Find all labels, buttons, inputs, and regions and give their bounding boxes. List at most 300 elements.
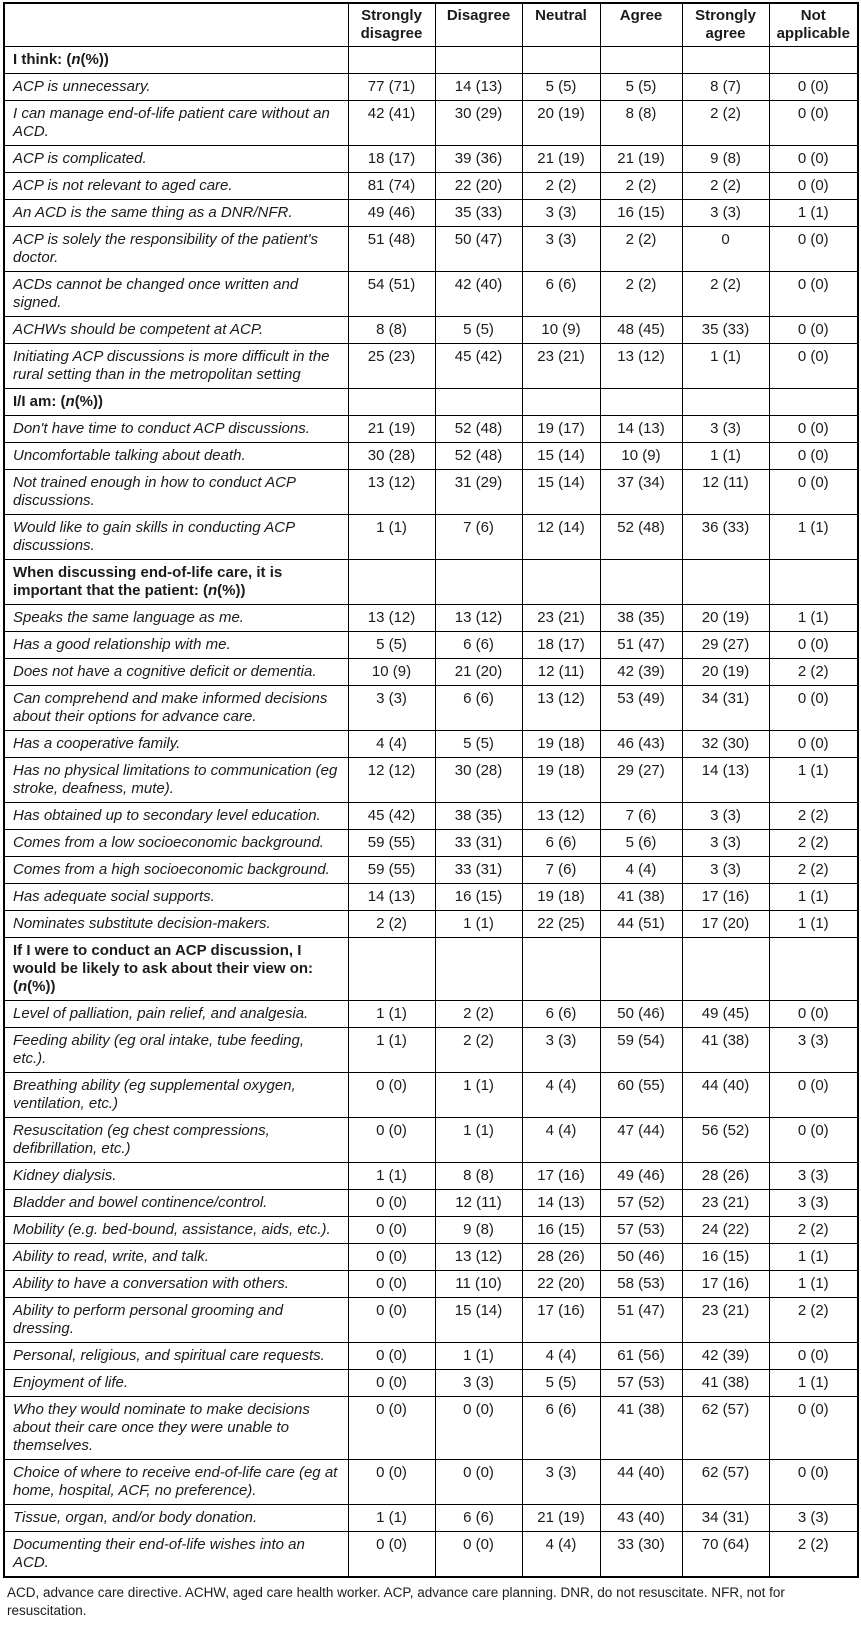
value-cell: 7 (6) bbox=[600, 803, 682, 830]
value-cell: 0 (0) bbox=[348, 1397, 435, 1460]
value-cell: 38 (35) bbox=[435, 803, 522, 830]
empty-cell bbox=[769, 389, 858, 416]
value-cell: 33 (30) bbox=[600, 1532, 682, 1578]
value-cell: 48 (45) bbox=[600, 317, 682, 344]
statement-cell: Uncomfortable talking about death. bbox=[4, 443, 348, 470]
table-row bbox=[4, 227, 858, 272]
table-row bbox=[4, 146, 858, 173]
value-cell: 6 (6) bbox=[522, 1397, 600, 1460]
value-cell: 34 (31) bbox=[682, 1505, 769, 1532]
value-cell: 1 (1) bbox=[348, 1001, 435, 1028]
value-cell: 4 (4) bbox=[522, 1343, 600, 1370]
value-cell: 12 (11) bbox=[522, 659, 600, 686]
statement-cell: Resuscitation (eg chest compressions, defibrillation, etc.) bbox=[4, 1118, 348, 1163]
value-cell: 11 (10) bbox=[435, 1271, 522, 1298]
value-cell: 12 (11) bbox=[682, 470, 769, 515]
value-cell: 59 (55) bbox=[348, 857, 435, 884]
value-cell: 21 (19) bbox=[600, 146, 682, 173]
table-row bbox=[4, 1190, 858, 1217]
empty-cell bbox=[600, 938, 682, 1001]
value-cell: 2 (2) bbox=[600, 227, 682, 272]
value-cell: 0 (0) bbox=[769, 344, 858, 389]
value-cell: 15 (14) bbox=[522, 470, 600, 515]
statement-cell: Has adequate social supports. bbox=[4, 884, 348, 911]
section-header-row bbox=[4, 560, 858, 605]
value-cell: 60 (55) bbox=[600, 1073, 682, 1118]
table-row bbox=[4, 515, 858, 560]
value-cell: 0 (0) bbox=[769, 1460, 858, 1505]
value-cell: 19 (18) bbox=[522, 758, 600, 803]
statement-cell: Has obtained up to secondary level education. bbox=[4, 803, 348, 830]
value-cell: 0 (0) bbox=[769, 1001, 858, 1028]
table-row bbox=[4, 1460, 858, 1505]
statement-cell: Who they would nominate to make decisions about their care once they were unable to themselves. bbox=[4, 1397, 348, 1460]
value-cell: 6 (6) bbox=[522, 1001, 600, 1028]
table-row bbox=[4, 1298, 858, 1343]
value-cell: 22 (20) bbox=[522, 1271, 600, 1298]
value-cell: 61 (56) bbox=[600, 1343, 682, 1370]
value-cell: 12 (11) bbox=[435, 1190, 522, 1217]
value-cell: 0 (0) bbox=[769, 1118, 858, 1163]
statement-cell: Does not have a cognitive deficit or dementia. bbox=[4, 659, 348, 686]
statement-cell: Tissue, organ, and/or body donation. bbox=[4, 1505, 348, 1532]
value-cell: 20 (19) bbox=[682, 605, 769, 632]
value-cell: 3 (3) bbox=[769, 1190, 858, 1217]
value-cell: 50 (47) bbox=[435, 227, 522, 272]
table-row bbox=[4, 830, 858, 857]
statement-cell: Ability to read, write, and talk. bbox=[4, 1244, 348, 1271]
statement-cell: Feeding ability (eg oral intake, tube feeding, etc.). bbox=[4, 1028, 348, 1073]
statement-cell: ACP is solely the responsibility of the patient's doctor. bbox=[4, 227, 348, 272]
value-cell: 2 (2) bbox=[600, 272, 682, 317]
value-cell: 44 (40) bbox=[600, 1460, 682, 1505]
empty-cell bbox=[348, 938, 435, 1001]
value-cell: 21 (19) bbox=[522, 1505, 600, 1532]
value-cell: 10 (9) bbox=[348, 659, 435, 686]
statement-cell: I can manage end-of-life patient care without an ACD. bbox=[4, 101, 348, 146]
value-cell: 0 (0) bbox=[348, 1244, 435, 1271]
statement-cell: Mobility (e.g. bed-bound, assistance, aids, etc.). bbox=[4, 1217, 348, 1244]
value-cell: 33 (31) bbox=[435, 830, 522, 857]
value-cell: 13 (12) bbox=[348, 605, 435, 632]
value-cell: 2 (2) bbox=[769, 1217, 858, 1244]
value-cell: 3 (3) bbox=[769, 1163, 858, 1190]
value-cell: 81 (74) bbox=[348, 173, 435, 200]
value-cell: 5 (5) bbox=[435, 317, 522, 344]
value-cell: 19 (18) bbox=[522, 731, 600, 758]
table-row bbox=[4, 758, 858, 803]
value-cell: 4 (4) bbox=[522, 1118, 600, 1163]
table-row bbox=[4, 272, 858, 317]
value-cell: 8 (7) bbox=[682, 74, 769, 101]
empty-cell bbox=[348, 47, 435, 74]
statement-cell: ACHWs should be competent at ACP. bbox=[4, 317, 348, 344]
table-row bbox=[4, 1532, 858, 1578]
value-cell: 16 (15) bbox=[522, 1217, 600, 1244]
value-cell: 49 (46) bbox=[600, 1163, 682, 1190]
value-cell: 45 (42) bbox=[435, 344, 522, 389]
value-cell: 13 (12) bbox=[348, 470, 435, 515]
value-cell: 14 (13) bbox=[348, 884, 435, 911]
empty-cell bbox=[435, 560, 522, 605]
value-cell: 54 (51) bbox=[348, 272, 435, 317]
section-header-cell: If I were to conduct an ACP discussion, I would be likely to ask about their view on: (n(%)) bbox=[4, 938, 348, 1001]
value-cell: 1 (1) bbox=[682, 443, 769, 470]
empty-cell bbox=[522, 560, 600, 605]
table-row bbox=[4, 1073, 858, 1118]
survey-table bbox=[3, 2, 859, 1578]
statement-cell: Can comprehend and make informed decisions about their options for advance care. bbox=[4, 686, 348, 731]
value-cell: 7 (6) bbox=[522, 857, 600, 884]
value-cell: 42 (40) bbox=[435, 272, 522, 317]
value-cell: 9 (8) bbox=[435, 1217, 522, 1244]
value-cell: 49 (46) bbox=[348, 200, 435, 227]
value-cell: 21 (20) bbox=[435, 659, 522, 686]
value-cell: 22 (25) bbox=[522, 911, 600, 938]
value-cell: 30 (28) bbox=[348, 443, 435, 470]
value-cell: 5 (5) bbox=[522, 1370, 600, 1397]
value-cell: 30 (29) bbox=[435, 101, 522, 146]
value-cell: 0 (0) bbox=[348, 1190, 435, 1217]
statement-cell: Not trained enough in how to conduct ACP discussions. bbox=[4, 470, 348, 515]
value-cell: 13 (12) bbox=[522, 803, 600, 830]
value-cell: 51 (47) bbox=[600, 1298, 682, 1343]
value-cell: 8 (8) bbox=[600, 101, 682, 146]
statement-cell: ACP is complicated. bbox=[4, 146, 348, 173]
value-cell: 50 (46) bbox=[600, 1244, 682, 1271]
value-cell: 20 (19) bbox=[522, 101, 600, 146]
section-header-row bbox=[4, 47, 858, 74]
value-cell: 0 (0) bbox=[769, 416, 858, 443]
value-cell: 1 (1) bbox=[769, 758, 858, 803]
value-cell: 42 (39) bbox=[600, 659, 682, 686]
column-header: Neutral bbox=[522, 3, 600, 47]
value-cell: 41 (38) bbox=[600, 1397, 682, 1460]
statement-cell: Comes from a high socioeconomic background. bbox=[4, 857, 348, 884]
value-cell: 2 (2) bbox=[769, 857, 858, 884]
section-header-row bbox=[4, 389, 858, 416]
value-cell: 13 (12) bbox=[435, 1244, 522, 1271]
empty-cell bbox=[600, 47, 682, 74]
empty-cell bbox=[600, 560, 682, 605]
survey-table-head bbox=[4, 3, 858, 47]
value-cell: 0 (0) bbox=[769, 173, 858, 200]
section-header-cell: I/I am: (n(%)) bbox=[4, 389, 348, 416]
value-cell: 0 (0) bbox=[769, 731, 858, 758]
statement-cell: Has no physical limitations to communication (eg stroke, deafness, mute). bbox=[4, 758, 348, 803]
statement-cell: Has a cooperative family. bbox=[4, 731, 348, 758]
value-cell: 0 (0) bbox=[769, 272, 858, 317]
value-cell: 1 (1) bbox=[348, 1028, 435, 1073]
value-cell: 59 (54) bbox=[600, 1028, 682, 1073]
value-cell: 1 (1) bbox=[348, 1163, 435, 1190]
value-cell: 2 (2) bbox=[769, 659, 858, 686]
table-row bbox=[4, 911, 858, 938]
value-cell: 12 (14) bbox=[522, 515, 600, 560]
value-cell: 18 (17) bbox=[522, 632, 600, 659]
value-cell: 23 (21) bbox=[682, 1298, 769, 1343]
value-cell: 17 (16) bbox=[522, 1163, 600, 1190]
table-row bbox=[4, 632, 858, 659]
table-row bbox=[4, 1217, 858, 1244]
value-cell: 57 (53) bbox=[600, 1217, 682, 1244]
column-header: Strongly disagree bbox=[348, 3, 435, 47]
value-cell: 2 (2) bbox=[682, 101, 769, 146]
table-row bbox=[4, 1370, 858, 1397]
table-row bbox=[4, 1163, 858, 1190]
table-row bbox=[4, 470, 858, 515]
value-cell: 0 (0) bbox=[769, 146, 858, 173]
value-cell: 0 (0) bbox=[435, 1532, 522, 1578]
value-cell: 1 (1) bbox=[769, 605, 858, 632]
statement-cell: Don't have time to conduct ACP discussions. bbox=[4, 416, 348, 443]
statement-cell: Level of palliation, pain relief, and analgesia. bbox=[4, 1001, 348, 1028]
value-cell: 19 (17) bbox=[522, 416, 600, 443]
survey-table-body bbox=[4, 47, 858, 1578]
column-header: Not applicable bbox=[769, 3, 858, 47]
value-cell: 4 (4) bbox=[522, 1073, 600, 1118]
value-cell: 62 (57) bbox=[682, 1460, 769, 1505]
value-cell: 6 (6) bbox=[435, 632, 522, 659]
paper-table-page bbox=[0, 2, 861, 1626]
table-row bbox=[4, 857, 858, 884]
value-cell: 44 (51) bbox=[600, 911, 682, 938]
value-cell: 41 (38) bbox=[682, 1370, 769, 1397]
value-cell: 1 (1) bbox=[348, 515, 435, 560]
value-cell: 3 (3) bbox=[435, 1370, 522, 1397]
value-cell: 1 (1) bbox=[769, 911, 858, 938]
value-cell: 38 (35) bbox=[600, 605, 682, 632]
value-cell: 30 (28) bbox=[435, 758, 522, 803]
value-cell: 10 (9) bbox=[522, 317, 600, 344]
value-cell: 29 (27) bbox=[600, 758, 682, 803]
value-cell: 4 (4) bbox=[348, 731, 435, 758]
value-cell: 17 (16) bbox=[682, 1271, 769, 1298]
header-row bbox=[4, 3, 858, 47]
value-cell: 2 (2) bbox=[682, 272, 769, 317]
statement-cell: Bladder and bowel continence/control. bbox=[4, 1190, 348, 1217]
corner-cell bbox=[4, 3, 348, 47]
value-cell: 1 (1) bbox=[435, 1343, 522, 1370]
value-cell: 2 (2) bbox=[769, 1532, 858, 1578]
statement-cell: Initiating ACP discussions is more difficult in the rural setting than in the metropolitan setting bbox=[4, 344, 348, 389]
value-cell: 52 (48) bbox=[435, 443, 522, 470]
statement-cell: Speaks the same language as me. bbox=[4, 605, 348, 632]
value-cell: 3 (3) bbox=[769, 1028, 858, 1073]
value-cell: 35 (33) bbox=[435, 200, 522, 227]
empty-cell bbox=[348, 389, 435, 416]
statement-cell: Enjoyment of life. bbox=[4, 1370, 348, 1397]
value-cell: 14 (13) bbox=[435, 74, 522, 101]
statement-cell: Personal, religious, and spiritual care requests. bbox=[4, 1343, 348, 1370]
empty-cell bbox=[769, 560, 858, 605]
empty-cell bbox=[522, 47, 600, 74]
value-cell: 3 (3) bbox=[522, 200, 600, 227]
value-cell: 3 (3) bbox=[348, 686, 435, 731]
value-cell: 3 (3) bbox=[682, 200, 769, 227]
table-row bbox=[4, 1271, 858, 1298]
value-cell: 2 (2) bbox=[769, 830, 858, 857]
value-cell: 39 (36) bbox=[435, 146, 522, 173]
column-header: Disagree bbox=[435, 3, 522, 47]
value-cell: 23 (21) bbox=[682, 1190, 769, 1217]
value-cell: 12 (12) bbox=[348, 758, 435, 803]
empty-cell bbox=[682, 560, 769, 605]
value-cell: 2 (2) bbox=[682, 173, 769, 200]
empty-cell bbox=[435, 47, 522, 74]
value-cell: 20 (19) bbox=[682, 659, 769, 686]
value-cell: 4 (4) bbox=[522, 1532, 600, 1578]
value-cell: 8 (8) bbox=[435, 1163, 522, 1190]
value-cell: 21 (19) bbox=[522, 146, 600, 173]
value-cell: 7 (6) bbox=[435, 515, 522, 560]
value-cell: 42 (39) bbox=[682, 1343, 769, 1370]
value-cell: 62 (57) bbox=[682, 1397, 769, 1460]
empty-cell bbox=[682, 389, 769, 416]
value-cell: 0 (0) bbox=[769, 227, 858, 272]
value-cell: 34 (31) bbox=[682, 686, 769, 731]
value-cell: 2 (2) bbox=[769, 1298, 858, 1343]
value-cell: 0 (0) bbox=[769, 470, 858, 515]
section-header-cell: When discussing end-of-life care, it is important that the patient: (n(%)) bbox=[4, 560, 348, 605]
value-cell: 58 (53) bbox=[600, 1271, 682, 1298]
value-cell: 13 (12) bbox=[435, 605, 522, 632]
value-cell: 47 (44) bbox=[600, 1118, 682, 1163]
value-cell: 1 (1) bbox=[769, 1271, 858, 1298]
statement-cell: Breathing ability (eg supplemental oxygen, ventilation, etc.) bbox=[4, 1073, 348, 1118]
value-cell: 0 (0) bbox=[348, 1271, 435, 1298]
value-cell: 6 (6) bbox=[522, 830, 600, 857]
value-cell: 3 (3) bbox=[682, 830, 769, 857]
value-cell: 1 (1) bbox=[348, 1505, 435, 1532]
value-cell: 36 (33) bbox=[682, 515, 769, 560]
value-cell: 0 (0) bbox=[348, 1217, 435, 1244]
value-cell: 52 (48) bbox=[600, 515, 682, 560]
value-cell: 3 (3) bbox=[682, 803, 769, 830]
value-cell: 1 (1) bbox=[769, 515, 858, 560]
value-cell: 32 (30) bbox=[682, 731, 769, 758]
value-cell: 5 (5) bbox=[435, 731, 522, 758]
value-cell: 14 (13) bbox=[682, 758, 769, 803]
value-cell: 35 (33) bbox=[682, 317, 769, 344]
value-cell: 21 (19) bbox=[348, 416, 435, 443]
value-cell: 51 (48) bbox=[348, 227, 435, 272]
column-header: Strongly agree bbox=[682, 3, 769, 47]
value-cell: 0 bbox=[682, 227, 769, 272]
table-row bbox=[4, 1505, 858, 1532]
value-cell: 2 (2) bbox=[522, 173, 600, 200]
empty-cell bbox=[435, 938, 522, 1001]
statement-cell: Would like to gain skills in conducting ACP discussions. bbox=[4, 515, 348, 560]
empty-cell bbox=[682, 938, 769, 1001]
value-cell: 3 (3) bbox=[522, 1028, 600, 1073]
value-cell: 33 (31) bbox=[435, 857, 522, 884]
statement-cell: An ACD is the same thing as a DNR/NFR. bbox=[4, 200, 348, 227]
table-row bbox=[4, 101, 858, 146]
statement-cell: ACDs cannot be changed once written and signed. bbox=[4, 272, 348, 317]
value-cell: 0 (0) bbox=[769, 101, 858, 146]
table-row bbox=[4, 803, 858, 830]
value-cell: 13 (12) bbox=[600, 344, 682, 389]
column-header: Agree bbox=[600, 3, 682, 47]
value-cell: 2 (2) bbox=[600, 173, 682, 200]
value-cell: 1 (1) bbox=[682, 344, 769, 389]
table-row bbox=[4, 659, 858, 686]
value-cell: 0 (0) bbox=[348, 1298, 435, 1343]
value-cell: 6 (6) bbox=[435, 686, 522, 731]
value-cell: 0 (0) bbox=[348, 1460, 435, 1505]
value-cell: 29 (27) bbox=[682, 632, 769, 659]
value-cell: 3 (3) bbox=[522, 227, 600, 272]
value-cell: 0 (0) bbox=[769, 1073, 858, 1118]
value-cell: 43 (40) bbox=[600, 1505, 682, 1532]
table-row bbox=[4, 1001, 858, 1028]
value-cell: 59 (55) bbox=[348, 830, 435, 857]
value-cell: 57 (52) bbox=[600, 1190, 682, 1217]
value-cell: 53 (49) bbox=[600, 686, 682, 731]
value-cell: 3 (3) bbox=[682, 857, 769, 884]
value-cell: 2 (2) bbox=[435, 1028, 522, 1073]
value-cell: 0 (0) bbox=[435, 1460, 522, 1505]
value-cell: 5 (5) bbox=[600, 74, 682, 101]
value-cell: 23 (21) bbox=[522, 344, 600, 389]
value-cell: 1 (1) bbox=[769, 1370, 858, 1397]
value-cell: 1 (1) bbox=[435, 1073, 522, 1118]
value-cell: 16 (15) bbox=[600, 200, 682, 227]
value-cell: 24 (22) bbox=[682, 1217, 769, 1244]
value-cell: 0 (0) bbox=[348, 1118, 435, 1163]
value-cell: 14 (13) bbox=[600, 416, 682, 443]
value-cell: 17 (20) bbox=[682, 911, 769, 938]
value-cell: 17 (16) bbox=[522, 1298, 600, 1343]
value-cell: 3 (3) bbox=[682, 416, 769, 443]
value-cell: 22 (20) bbox=[435, 173, 522, 200]
value-cell: 50 (46) bbox=[600, 1001, 682, 1028]
value-cell: 0 (0) bbox=[769, 632, 858, 659]
table-row bbox=[4, 1244, 858, 1271]
value-cell: 57 (53) bbox=[600, 1370, 682, 1397]
value-cell: 2 (2) bbox=[348, 911, 435, 938]
value-cell: 3 (3) bbox=[769, 1505, 858, 1532]
value-cell: 0 (0) bbox=[348, 1370, 435, 1397]
value-cell: 0 (0) bbox=[348, 1532, 435, 1578]
value-cell: 41 (38) bbox=[600, 884, 682, 911]
value-cell: 9 (8) bbox=[682, 146, 769, 173]
table-row bbox=[4, 200, 858, 227]
value-cell: 13 (12) bbox=[522, 686, 600, 731]
value-cell: 0 (0) bbox=[769, 443, 858, 470]
table-row bbox=[4, 443, 858, 470]
value-cell: 25 (23) bbox=[348, 344, 435, 389]
empty-cell bbox=[522, 389, 600, 416]
value-cell: 37 (34) bbox=[600, 470, 682, 515]
table-row bbox=[4, 605, 858, 632]
table-row bbox=[4, 317, 858, 344]
value-cell: 0 (0) bbox=[769, 1343, 858, 1370]
statement-cell: Choice of where to receive end-of-life care (eg at home, hospital, ACF, no preference). bbox=[4, 1460, 348, 1505]
table-row bbox=[4, 884, 858, 911]
table-row bbox=[4, 1028, 858, 1073]
statement-cell: Has a good relationship with me. bbox=[4, 632, 348, 659]
statement-cell: ACP is not relevant to aged care. bbox=[4, 173, 348, 200]
value-cell: 41 (38) bbox=[682, 1028, 769, 1073]
value-cell: 1 (1) bbox=[769, 1244, 858, 1271]
table-row bbox=[4, 344, 858, 389]
statement-cell: Comes from a low socioeconomic background. bbox=[4, 830, 348, 857]
section-header-row bbox=[4, 938, 858, 1001]
value-cell: 0 (0) bbox=[348, 1343, 435, 1370]
value-cell: 10 (9) bbox=[600, 443, 682, 470]
